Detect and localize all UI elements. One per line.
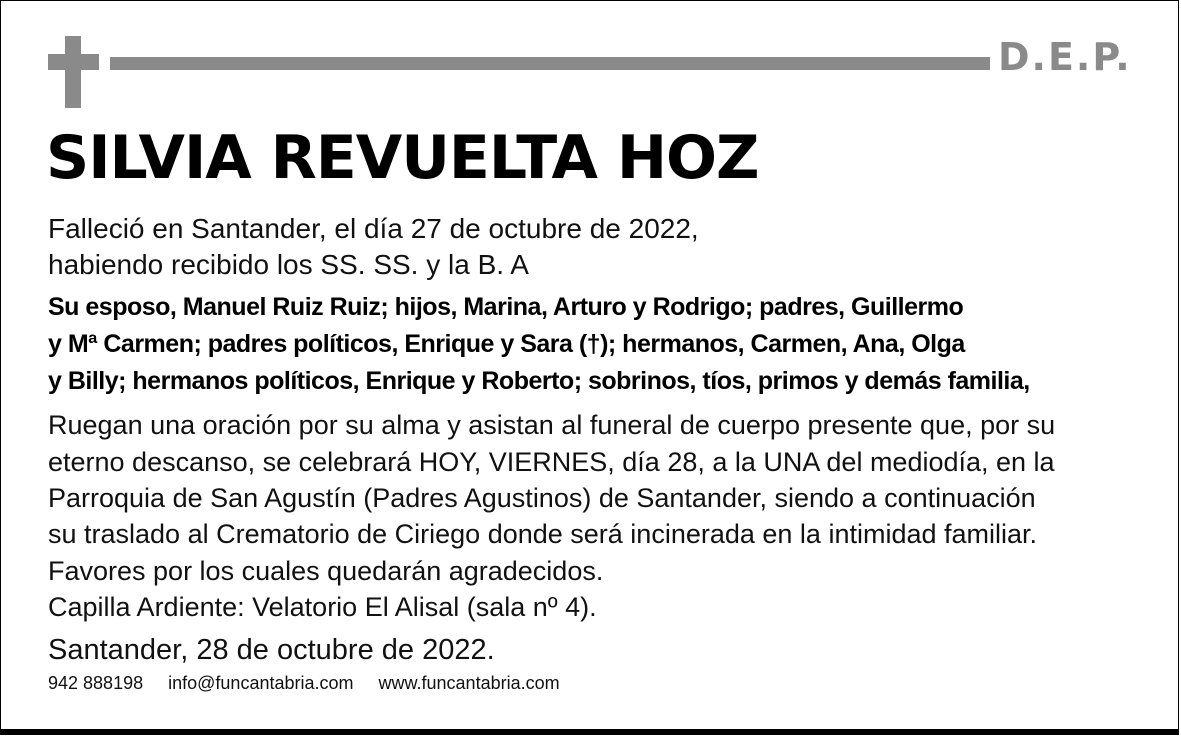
body-line-6: Capilla Ardiente: Velatorio El Alisal (sala nº 4). <box>48 592 597 622</box>
cross-icon <box>65 36 81 108</box>
body-line-2: eterno descanso, se celebrará HOY, VIERNES, día 28, a la UNA del mediodía, en la <box>48 447 1055 477</box>
contact-info <box>48 673 580 694</box>
body-line-5: Favores por los cuales quedarán agradecidos. <box>48 556 604 586</box>
family-line-3: y Billy; hermanos políticos, Enrique y Roberto; sobrinos, tíos, primos y demás familia, <box>48 367 1030 395</box>
body-line-1: Ruegan una oración por su alma y asistan al funeral de cuerpo presente que, por su <box>48 410 1056 440</box>
body-line-4: su traslado al Crematorio de Ciriego donde será incinerada en la intimidad familiar. <box>48 519 1038 549</box>
family-line-2: y Mª Carmen; padres políticos, Enrique y Sara (†); hermanos, Carmen, Ana, Olga <box>48 330 965 358</box>
body-line-3: Parroquia de San Agustín (Padres Agustinos) de Santander, siendo a continuación <box>48 483 1036 513</box>
header-rule <box>110 57 990 70</box>
email-link[interactable]: info@funcantabria.com <box>168 673 354 693</box>
announcement-line-2: habiendo recibido los SS. SS. y la B. A <box>48 249 529 280</box>
announcement-line-1: Falleció en Santander, el día 27 de octubre de 2022, <box>48 213 699 244</box>
dep-label: D.E.P. <box>998 35 1132 79</box>
phone-number[interactable]: 942 888198 <box>48 673 144 693</box>
website-link[interactable]: www.funcantabria.com <box>378 673 560 693</box>
family-line-1: Su esposo, Manuel Ruiz Ruiz; hijos, Marina, Arturo y Rodrigo; padres, Guillermo <box>48 293 964 321</box>
cross-icon-bar <box>48 54 99 70</box>
deceased-name: SILVIA REVUELTA HOZ <box>46 123 759 193</box>
place-date: Santander, 28 de octubre de 2022. <box>48 634 495 666</box>
